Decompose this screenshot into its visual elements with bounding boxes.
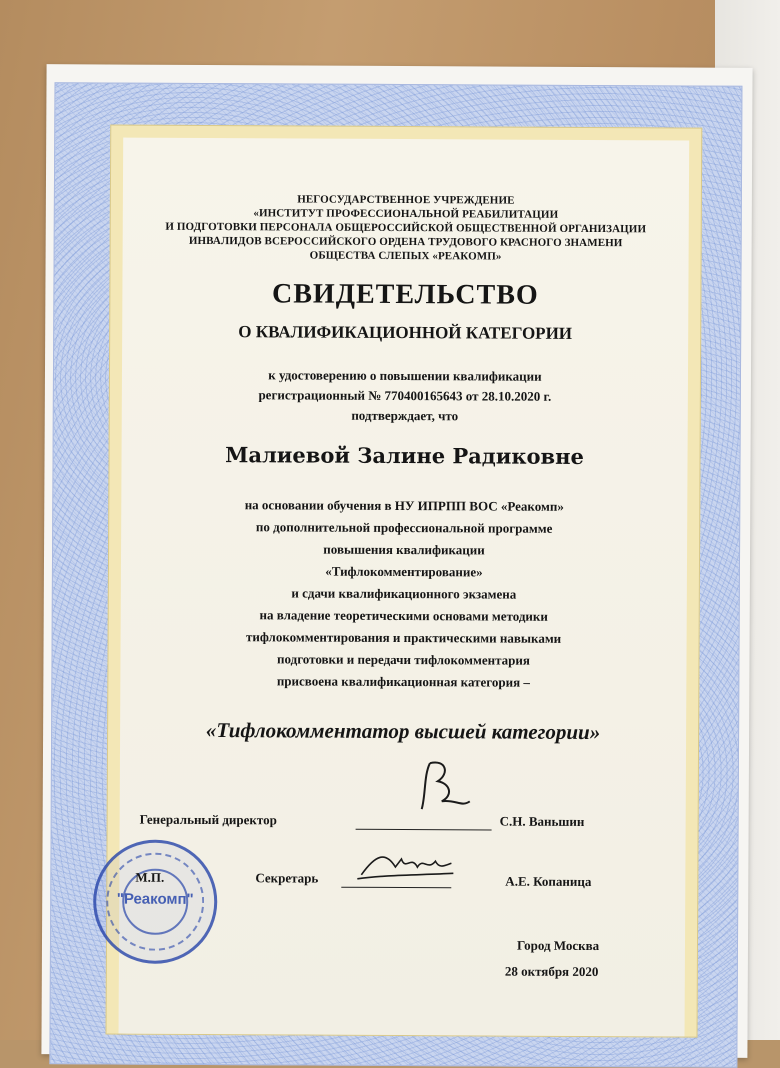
issuer-line-1: НЕГОСУДАРСТВЕННОЕ УЧРЕЖДЕНИЕ	[297, 193, 515, 207]
seal-label: М.П.	[135, 869, 165, 885]
basis-line-6: на владение теоретическими основами методики	[259, 607, 548, 624]
director-label: Генеральный директор	[139, 811, 277, 828]
secretary-name: А.Е. Копаница	[505, 873, 592, 890]
secretary-signature-line	[341, 887, 451, 889]
basis-line-3: повышения квалификации	[323, 541, 485, 558]
basis-line-5: и сдачи квалификационного экзамена	[291, 585, 517, 602]
cream-frame	[106, 124, 703, 1037]
director-signature-line	[356, 829, 492, 831]
seal-center-text: "Реакомп"	[116, 890, 194, 908]
certificate-body	[116, 138, 690, 1037]
issuer-line-3: И ПОДГОТОВКИ ПЕРСОНАЛА ОБЩЕРОССИЙСКОЙ ОБЩЕСТВЕННОЙ ОРГАНИЗАЦИИ	[165, 220, 647, 236]
secretary-label: Секретарь	[255, 870, 319, 886]
director-signature	[416, 755, 476, 815]
secretary-signature	[355, 845, 455, 886]
issue-city: Город Москва	[516, 937, 600, 954]
issuer-line-4: ИНВАЛИДОВ ВСЕРОССИЙСКОГО ОРДЕНА ТРУДОВОГО КРАСНОГО ЗНАМЕНИ	[188, 234, 623, 250]
official-seal	[93, 839, 218, 964]
basis-line-1: на основании обучения в НУ ИПРПП ВОС «Реакомп»	[244, 497, 564, 514]
basis-line-2: по дополнительной профессиональной программе	[255, 519, 553, 536]
issuer-line-5: ОБЩЕСТВА СЛЕПЫХ «РЕАКОМП»	[309, 249, 502, 263]
reference-line-3: подтверждает, что	[351, 407, 459, 424]
recipient-name: Малиевой Залине Радиковне	[225, 442, 584, 469]
certificate-subtitle: О КВАЛИФИКАЦИОННОЙ КАТЕГОРИИ	[238, 322, 573, 343]
basis-line-7: тифлокомментирования и практическими навыками	[245, 629, 562, 646]
reference-line-1: к удостоверению о повышении квалификации	[268, 367, 542, 384]
certificate-title: СВИДЕТЕЛЬСТВО	[271, 278, 539, 311]
issuer-line-2: «ИНСТИТУТ ПРОФЕССИОНАЛЬНОЙ РЕАБИЛИТАЦИИ	[253, 207, 559, 221]
reference-line-2: регистрационный № 770400165643 от 28.10.2020 г.	[258, 387, 552, 404]
director-name: С.Н. Ваньшин	[499, 813, 585, 829]
basis-line-9: присвоена квалификационная категория –	[276, 673, 530, 690]
basis-line-4: «Тифлокомментирование»	[325, 563, 483, 580]
certificate	[41, 64, 752, 1058]
qualification-category: «Тифлокомментатор высшей категории»	[205, 718, 601, 745]
issue-date: 28 октября 2020	[504, 963, 599, 980]
basis-line-8: подготовки и передачи тифлокомментария	[276, 651, 530, 668]
